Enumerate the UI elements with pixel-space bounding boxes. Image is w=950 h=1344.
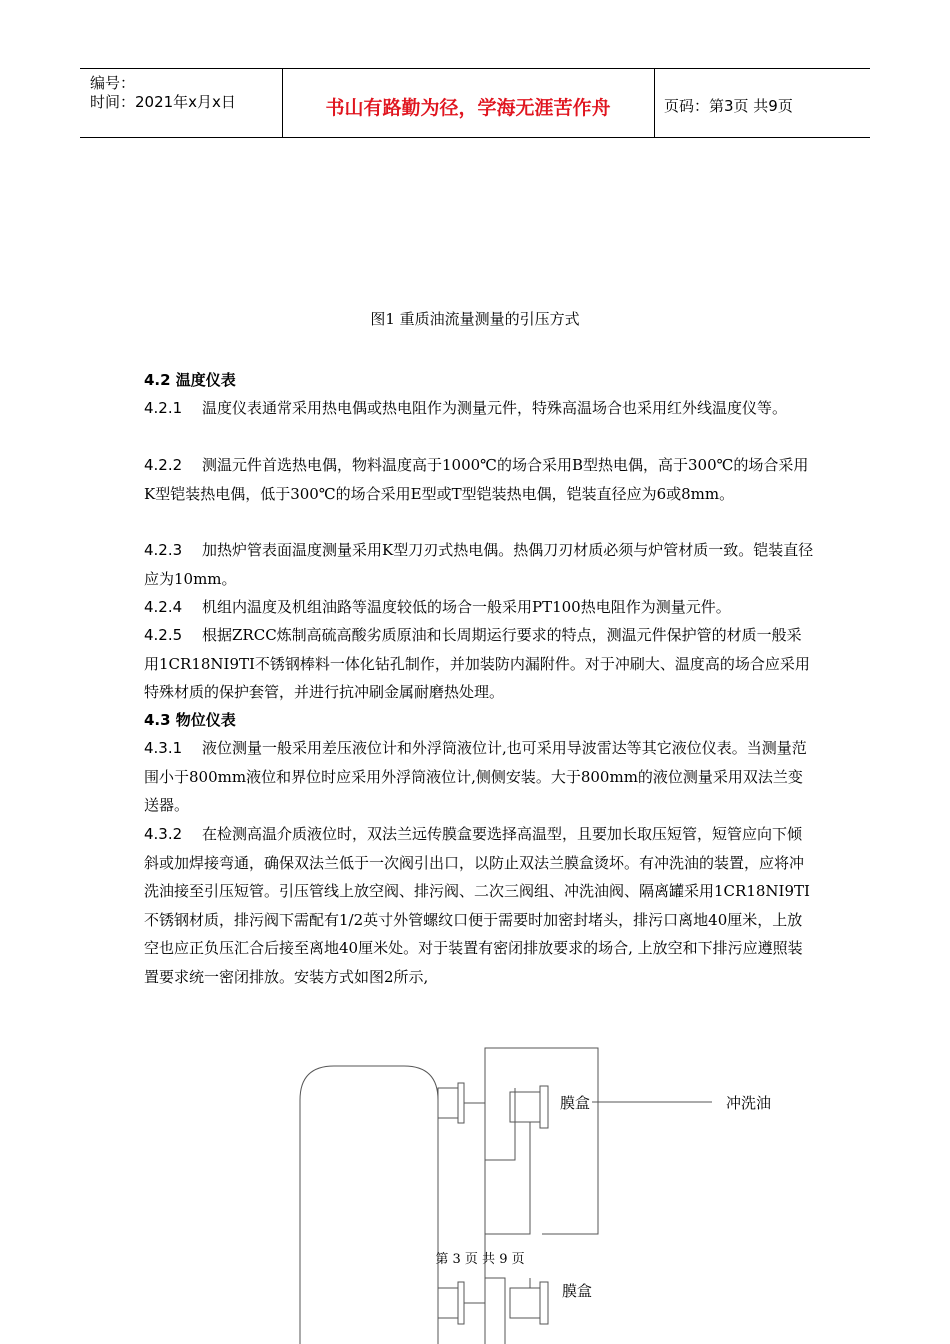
vessel-flange-top <box>458 1083 464 1123</box>
vessel-nozzle-bottom <box>438 1288 458 1318</box>
paragraph-number: 4.2.3 <box>144 541 183 559</box>
paragraph-text: 温度仪表通常采用热电偶或热电阻作为测量元件，特殊高温场合也采用红外线温度仪等。 <box>202 399 788 417</box>
paragraph-text: 在检测高温介质液位时，双法兰远传膜盒要选择高温型，且要加长取压短管，短管应向下倾斜或加焊接弯通，确保双法兰低于一次阀引出口，以防止双法兰膜盒烫坏。有冲洗油的装置，应将冲洗油接至引压短管。引压管线上放空阀、排污阀、二次三阀组、冲洗油阀、隔离罐采用1CR18NI9TI不锈钢材质，排污阀下需配有1/2英寸外管螺纹口便于需要时加密封堵头，排污口离地40厘米，上放空也应正负压汇合后接至离地40厘米处。对于装置有密闭排放要求的场合, 上放空和下排污应遵照装置要求统一密闭排放。安装方式如图2所示, <box>144 825 810 986</box>
capsule-bottom <box>510 1288 540 1318</box>
paragraph-text: 机组内温度及机组油路等温度较低的场合一般采用PT100热电阻作为测量元件。 <box>202 598 731 616</box>
vessel-flange-bottom <box>458 1282 464 1324</box>
paragraph-text: 加热炉管表面温度测量采用K型刀刃式热电偶。热偶刀刃材质必须与炉管材质一致。铠装直径应为10mm。 <box>144 541 814 588</box>
paragraph-number: 4.3.1 <box>144 739 183 757</box>
page-footer: 第 3 页 共 9 页 <box>435 1252 525 1267</box>
paragraph-number: 4.2.2 <box>144 456 183 474</box>
vessel-nozzle-top <box>438 1088 458 1118</box>
capsule-bottom-label: 膜盒 <box>562 1282 593 1300</box>
capsule-top-label: 膜盒 <box>560 1094 591 1112</box>
paragraph-text: 测温元件首选热电偶，物料温度高于1000℃的场合采用B型热电偶，高于300℃的场合采用K型铠装热电偶，低于300℃的场合采用E型或T型铠装热电偶，铠装直径应为6或8mm。 <box>144 456 809 503</box>
paragraph-number: 4.3.2 <box>144 825 183 843</box>
figure-caption: 图1 重质油流量测量的引压方式 <box>370 310 580 328</box>
motto-text: 书山有路勤为径，学海无涯苦作舟 <box>325 97 611 119</box>
section-heading-4-2: 4.2 温度仪表 <box>144 371 236 389</box>
doc-time-label: 时间：2021年x月x日 <box>90 93 236 111</box>
vessel-shape <box>300 1066 438 1344</box>
paragraph-text: 液位测量一般采用差压液位计和外浮筒液位计,也可采用导波雷达等其它液位仪表。当测量范围小于800mm液位和界位时应采用外浮筒液位计,侧侧安装。大于800mm的液位测量采用双法兰变送器。 <box>144 739 807 815</box>
paragraph-number: 4.2.5 <box>144 626 183 644</box>
page-number-label: 页码：第3页 共9页 <box>664 97 793 115</box>
doc-number-label: 编号： <box>90 74 136 92</box>
paragraph-text: 根据ZRCC炼制高硫高酸劣质原油和长周期运行要求的特点，测温元件保护管的材质一般采用1CR18NI9TI不锈钢棒料一体化钻孔制作，并加装防内漏附件。对于冲刷大、温度高的场合应采用特殊材质的保护套管，并进行抗冲刷金属耐磨热处理。 <box>144 626 810 702</box>
paragraph-number: 4.2.4 <box>144 598 183 616</box>
section-heading-4-3: 4.3 物位仪表 <box>144 711 236 729</box>
paragraph-number: 4.2.1 <box>144 399 183 417</box>
flush-oil-label: 冲洗油 <box>726 1094 772 1112</box>
